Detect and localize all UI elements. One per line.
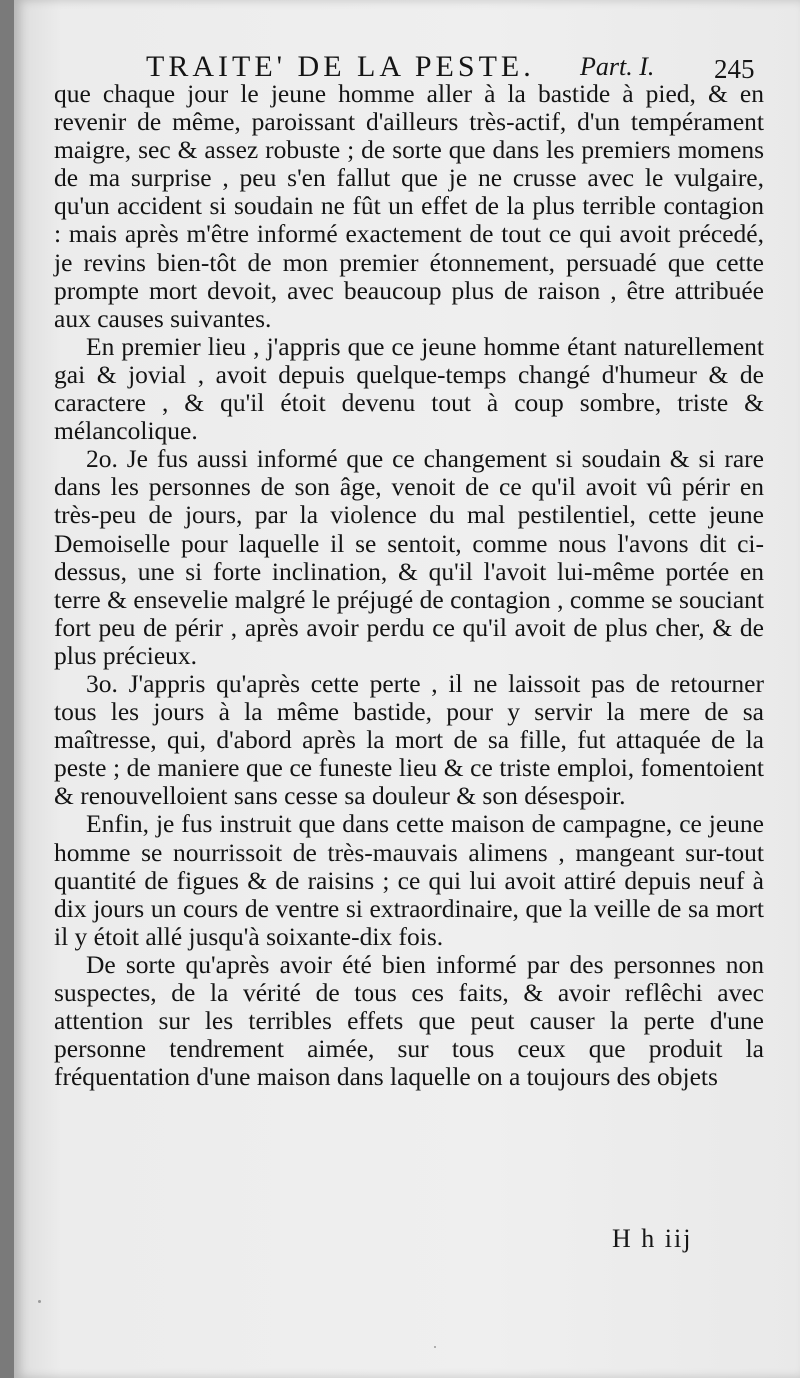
part-label: Part. I. (580, 52, 655, 81)
book-page (14, 0, 800, 1378)
paragraph-continuation: que chaque jour le jeune homme aller à la bastide à pied, & en revenir de même, paroissant d'ailleurs très-actif, d'un tempérament maigre, sec & assez robuste ; de sorte que dans les premiers momens de ma surprise , peu s'en fallut que je ne crusse avec le vulgaire, qu'un accident si soudain ne fût un effet de la plus terrible contagion : mais après m'être informé exactement de tout ce qui avoit précedé, je revins bien-tôt de mon premier étonnement, persuadé que cette prompte mort devoit, avec beaucoup plus de raison , être attribuée aux causes suivantes. (54, 79, 764, 333)
body-text (54, 80, 764, 1091)
running-title: TRAITE' DE LA PESTE. (146, 50, 535, 83)
paper-speck (434, 1346, 436, 1348)
paragraph-second-point: 2o. Je fus aussi informé que ce changement si soudain & si rare dans les personnes de son âge, venoit de ce qu'il avoit vû périr en très-peu de jours, par la violence du mal pestilentiel, cette jeune Demoiselle pour laquelle il se sentoit, comme nous l'avons dit ci-dessus, une si forte inclination, & qu'il l'avoit lui-même portée en terre & ensevelie malgré le préjugé de contagion , comme se souciant fort peu de périr , après avoir perdu ce qu'il avoit de plus cher, & de plus précieux. (54, 444, 764, 670)
paragraph-conclusion: De sorte qu'après avoir été bien informé par des personnes non suspectes, de la vérité de tous ces faits, & avoir reflêchi avec attention sur les terribles effets que peut causer la perte d'une personne tendrement aimée, sur tous ceux que produit la fréquentation d'une maison dans laquelle on a toujours des objets (54, 949, 764, 1092)
paragraph-first-point: En premier lieu , j'appris que ce jeune homme étant naturellement gai & jovial , avoit depuis quelque-temps changé d'humeur & de caractere , & qu'il étoit devenu tout à coup sombre, triste & mélancolique. (54, 331, 764, 446)
paper-speck (38, 1300, 41, 1303)
paragraph-finally: Enfin, je fus instruit que dans cette maison de campagne, ce jeune homme se nourrissoit de très-mauvais alimens , mangeant sur-tout quantité de figues & de raisins ; ce qui lui avoit attiré depuis neuf à dix jours un cours de ventre si extraordinaire, que la veille de sa mort il y étoit allé jusqu'à soixante-dix fois. (54, 809, 764, 951)
page-number: 245 (714, 54, 755, 84)
paragraph-third-point: 3o. J'appris qu'après cette perte , il ne laissoit pas de retourner tous les jours à la même bastide, pour y servir la mere de sa maîtresse, qui, d'abord après la mort de sa fille, fut attaquée de la peste ; de maniere que ce funeste lieu & ce triste emploi, fomentoient & renouvelloient sans cesse sa douleur & son désespoir. (54, 668, 764, 811)
signature-mark: H h iij (612, 1224, 693, 1253)
